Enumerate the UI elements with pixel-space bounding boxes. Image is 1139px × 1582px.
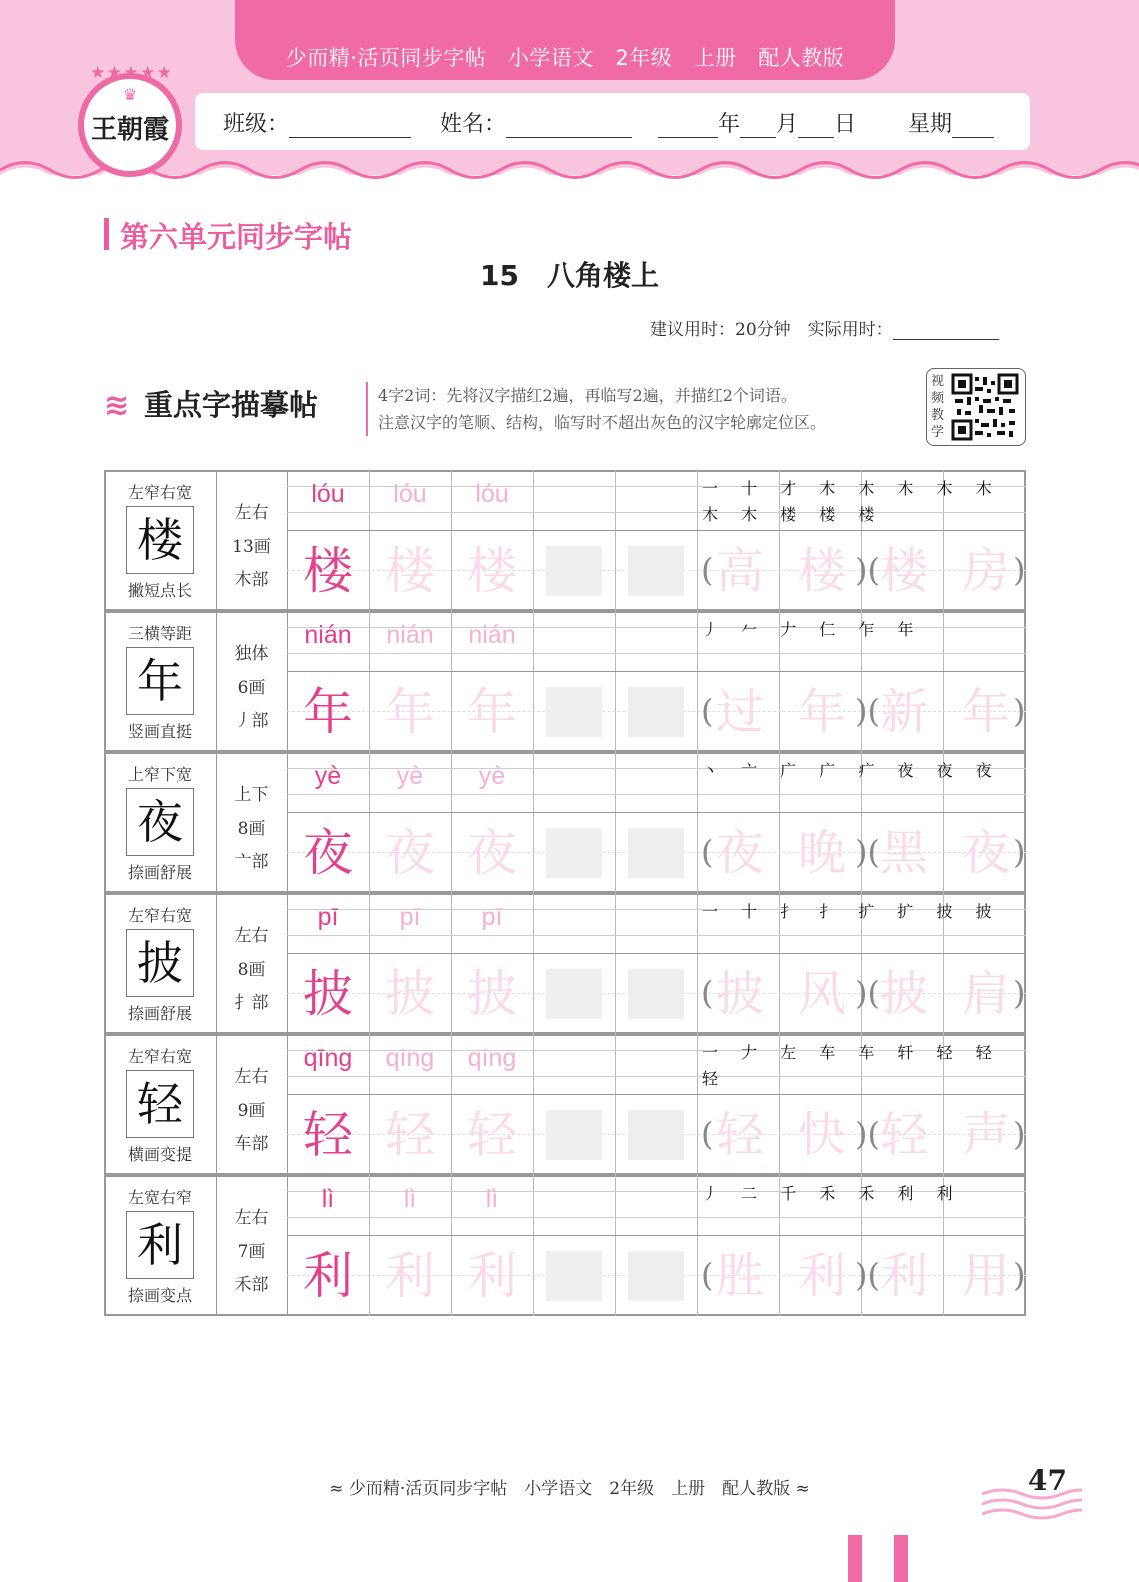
- structure-type: 左右: [234, 926, 269, 946]
- grid-line: [287, 812, 1026, 813]
- structure-type: 左右: [234, 503, 269, 523]
- actual-time-field[interactable]: [893, 317, 999, 340]
- brand-logo: [78, 63, 182, 177]
- pinyin: pī: [317, 903, 339, 931]
- copy-box[interactable]: [546, 1110, 602, 1160]
- char-info-cell: [216, 611, 288, 752]
- word-paren-close: )(: [855, 1256, 880, 1294]
- char-row: [104, 752, 1026, 893]
- pinyin-trace[interactable]: lì: [403, 1185, 417, 1213]
- word-paren-open: (: [701, 1115, 714, 1153]
- word-paren-close: )(: [855, 1115, 880, 1153]
- model-char: 轻: [126, 1070, 194, 1138]
- weekday-label: 星期: [908, 112, 953, 137]
- copy-box[interactable]: [546, 828, 602, 878]
- weekday-field[interactable]: [952, 115, 994, 138]
- structure-type: 独体: [234, 644, 269, 664]
- structure-type: 上下: [234, 785, 269, 805]
- stroke-order: 丿 二 千 禾 禾 利 利: [702, 1184, 962, 1203]
- model-char: 披: [126, 929, 194, 997]
- grid-line: [615, 893, 616, 1034]
- copy-box[interactable]: [546, 687, 602, 737]
- word-char-trace[interactable]: 年: [797, 684, 846, 740]
- structure-tip-bottom: 捺画变点: [127, 1286, 192, 1305]
- char-trace[interactable]: 年: [467, 683, 517, 741]
- pinyin-trace[interactable]: lóu: [393, 480, 427, 508]
- structure-type: 左右: [234, 1067, 269, 1087]
- grid-line: [697, 752, 698, 893]
- practice-table: [104, 470, 1026, 1316]
- word-paren-close: ): [1013, 833, 1026, 871]
- word-char-trace[interactable]: 房: [961, 543, 1010, 599]
- word-paren-close: )(: [855, 692, 880, 730]
- word-char-trace[interactable]: 新: [879, 684, 928, 740]
- series-title: 少而精·活页同步字帖 小学语文 2年级 上册 配人教版: [285, 46, 845, 70]
- writing-grid: [287, 893, 1026, 1034]
- model-char-cell: [104, 893, 217, 1034]
- grid-line: [697, 1034, 698, 1175]
- model-char-cell: [104, 752, 217, 893]
- char-example: 年: [303, 683, 353, 741]
- char-example: 披: [303, 965, 353, 1023]
- word-paren-close: ): [1013, 974, 1026, 1012]
- grid-line: [287, 653, 1026, 654]
- word-char-trace[interactable]: 轻: [879, 1107, 928, 1163]
- copy-box[interactable]: [628, 1251, 684, 1301]
- char-trace[interactable]: 年: [385, 683, 435, 741]
- word-char-trace[interactable]: 快: [797, 1107, 846, 1163]
- char-trace[interactable]: 楼: [385, 542, 435, 600]
- stroke-count: 8画: [237, 819, 266, 839]
- stroke-order: 一 十 扌 扌 扩 扩 披 披: [702, 902, 1001, 921]
- char-row: [104, 1034, 1026, 1175]
- structure-tip-top: 左窄右宽: [127, 906, 192, 925]
- page-edge-bar: [894, 1535, 908, 1582]
- qr-code-icon: [951, 373, 1019, 441]
- word-char-trace[interactable]: 肩: [961, 966, 1010, 1022]
- grid-line: [697, 611, 698, 752]
- char-trace[interactable]: 利: [385, 1247, 435, 1305]
- structure-tip-bottom: 竖画直挺: [127, 722, 192, 741]
- grid-line: [287, 1217, 1026, 1218]
- model-char: 夜: [126, 788, 194, 856]
- grid-line: [615, 470, 616, 611]
- instruction-line: 4字2词：先将汉字描红2遍，再临写2遍，并描红2个词语。: [378, 386, 797, 405]
- stroke-count: 13画: [232, 537, 271, 557]
- model-char-cell: [104, 611, 217, 752]
- page-number: 47: [1028, 1464, 1067, 1497]
- name-field[interactable]: [506, 115, 632, 138]
- unit-title-bar: [104, 218, 109, 250]
- writing-grid: [287, 1175, 1026, 1316]
- class-label: 班级：: [223, 112, 290, 137]
- char-info-cell: [216, 893, 288, 1034]
- writing-grid: [287, 470, 1026, 611]
- stroke-count: 7画: [237, 1242, 266, 1262]
- char-example: 轻: [303, 1106, 353, 1164]
- grid-line: [533, 611, 534, 752]
- grid-line: [697, 470, 698, 611]
- word-paren-close: ): [1013, 692, 1026, 730]
- word-paren-close: )(: [855, 551, 880, 589]
- grid-line: [287, 1094, 1026, 1095]
- char-trace[interactable]: 披: [385, 965, 435, 1023]
- stroke-order: 丶 亠 广 广 疒 夜 夜 夜: [702, 761, 1001, 780]
- word-char-trace[interactable]: 胜: [715, 1248, 764, 1304]
- word-char-trace[interactable]: 过: [715, 684, 764, 740]
- word-paren-close: ): [1013, 551, 1026, 589]
- radical: 亠部: [234, 852, 269, 872]
- char-row: [104, 470, 1026, 611]
- grid-line: [697, 1175, 698, 1316]
- char-trace[interactable]: 披: [467, 965, 517, 1023]
- pinyin-trace[interactable]: pī: [481, 903, 503, 931]
- copy-box[interactable]: [628, 828, 684, 878]
- grid-line: [533, 470, 534, 611]
- char-info-cell: [216, 752, 288, 893]
- model-char: 利: [126, 1211, 194, 1279]
- section-instructions: [366, 382, 930, 436]
- char-example: 楼: [303, 542, 353, 600]
- word-paren-open: (: [701, 692, 714, 730]
- structure-type: 左右: [234, 1208, 269, 1228]
- model-char-cell: [104, 1034, 217, 1175]
- word-char-trace[interactable]: 夜: [961, 825, 1010, 881]
- pinyin: nián: [304, 621, 352, 649]
- copy-box[interactable]: [628, 1110, 684, 1160]
- model-char: 楼: [126, 506, 194, 574]
- copy-box[interactable]: [628, 969, 684, 1019]
- grid-line: [533, 893, 534, 1034]
- grid-line: [615, 1034, 616, 1175]
- structure-tip-bottom: 撇短点长: [127, 581, 192, 600]
- writing-grid: [287, 1034, 1026, 1175]
- pinyin: lóu: [311, 480, 345, 508]
- stroke-order: 一 十 才 木 木 木 木 木 木 木 楼 楼 楼: [702, 479, 1001, 524]
- char-trace[interactable]: 楼: [467, 542, 517, 600]
- char-example: 夜: [303, 824, 353, 882]
- structure-tip-bottom: 捺画舒展: [127, 1004, 192, 1023]
- crown-icon: ♛: [122, 85, 138, 104]
- word-char-trace[interactable]: 楼: [879, 543, 928, 599]
- word-paren-open: (: [701, 551, 714, 589]
- char-trace[interactable]: 轻: [467, 1106, 517, 1164]
- word-char-trace[interactable]: 声: [961, 1107, 1010, 1163]
- word-char-trace[interactable]: 年: [961, 684, 1010, 740]
- page-edge-bar: [848, 1535, 862, 1582]
- month-label: 月: [776, 112, 799, 137]
- word-paren-open: (: [701, 974, 714, 1012]
- stroke-order: 一 𠂇 左 车 车 轩 轻 轻 轻: [702, 1043, 1001, 1088]
- pinyin-trace[interactable]: pī: [399, 903, 421, 931]
- pinyin-trace[interactable]: yè: [396, 762, 424, 790]
- char-trace[interactable]: 夜: [385, 824, 435, 882]
- stroke-count: 8画: [237, 960, 266, 980]
- qr-label: 视频教学: [931, 374, 945, 440]
- word-paren-close: )(: [855, 833, 880, 871]
- year-field[interactable]: [658, 115, 718, 138]
- char-example: 利: [303, 1247, 353, 1305]
- char-trace[interactable]: 夜: [467, 824, 517, 882]
- word-char-trace[interactable]: 黑: [879, 825, 928, 881]
- pinyin: yè: [314, 762, 342, 790]
- char-info-cell: [216, 470, 288, 611]
- pinyin: lì: [321, 1185, 335, 1213]
- grid-line: [615, 1175, 616, 1316]
- word-char-trace[interactable]: 轻: [715, 1107, 764, 1163]
- char-row: [104, 893, 1026, 1034]
- class-field[interactable]: [289, 115, 411, 138]
- grid-line: [615, 611, 616, 752]
- word-char-trace[interactable]: 夜: [715, 825, 764, 881]
- char-info-cell: [216, 1034, 288, 1175]
- copy-box[interactable]: [546, 1251, 602, 1301]
- word-paren-close: ): [1013, 1256, 1026, 1294]
- pinyin-trace[interactable]: qīng: [467, 1044, 517, 1072]
- year-label: 年: [718, 112, 741, 137]
- footer-text: ≈ 少而精·活页同步字帖 小学语文 2年级 上册 配人教版 ≈: [329, 1479, 810, 1499]
- day-field[interactable]: [798, 115, 834, 138]
- copy-box[interactable]: [628, 546, 684, 596]
- pinyin-trace[interactable]: lì: [485, 1185, 499, 1213]
- word-char-trace[interactable]: 披: [715, 966, 764, 1022]
- writing-grid: [287, 752, 1026, 893]
- word-paren-open: (: [701, 1256, 714, 1294]
- time-row: [650, 315, 999, 340]
- writing-grid: [287, 611, 1026, 752]
- pinyin-trace[interactable]: yè: [478, 762, 506, 790]
- grid-line: [287, 953, 1026, 954]
- word-paren-close: ): [1013, 1115, 1026, 1153]
- structure-tip-top: 上窄下宽: [127, 765, 192, 784]
- word-char-trace[interactable]: 高: [715, 543, 764, 599]
- word-char-trace[interactable]: 晚: [797, 825, 846, 881]
- word-char-trace[interactable]: 利: [879, 1248, 928, 1304]
- grid-line: [287, 935, 1026, 936]
- logo-name: 王朝霞: [90, 115, 169, 145]
- model-char-cell: [104, 470, 217, 611]
- copy-box[interactable]: [546, 546, 602, 596]
- word-char-trace[interactable]: 用: [961, 1248, 1010, 1304]
- radical: 车部: [234, 1134, 269, 1154]
- word-paren-open: (: [701, 833, 714, 871]
- grid-line: [615, 752, 616, 893]
- grid-line: [287, 671, 1026, 672]
- stroke-count: 6画: [237, 678, 266, 698]
- student-info-bar: [195, 93, 1030, 150]
- word-char-trace[interactable]: 披: [879, 966, 928, 1022]
- model-char-cell: [104, 1175, 217, 1316]
- char-trace[interactable]: 利: [467, 1247, 517, 1305]
- grid-line: [533, 1034, 534, 1175]
- name-label: 姓名：: [440, 112, 507, 137]
- wave-icon: ≋: [104, 388, 130, 423]
- pinyin: qīng: [303, 1044, 353, 1072]
- radical: 扌部: [234, 993, 269, 1013]
- unit-title: 第六单元同步字帖: [120, 220, 353, 254]
- structure-tip-bottom: 捺画舒展: [127, 863, 192, 882]
- time-text: 建议用时：20分钟 实际用时：: [650, 320, 893, 340]
- grid-line: [287, 1235, 1026, 1236]
- word-paren-close: )(: [855, 974, 880, 1012]
- month-field[interactable]: [740, 115, 776, 138]
- grid-line: [533, 1175, 534, 1316]
- pinyin-trace[interactable]: nián: [386, 621, 434, 649]
- video-qr-box[interactable]: [926, 368, 1026, 446]
- lesson-title: 15 八角楼上: [480, 259, 659, 292]
- section-title: 重点字描摹帖: [144, 388, 319, 422]
- day-label: 日: [834, 112, 857, 137]
- radical: 丿部: [234, 711, 269, 731]
- copy-box[interactable]: [628, 687, 684, 737]
- radical: 木部: [234, 570, 269, 590]
- structure-tip-bottom: 横画变提: [127, 1145, 192, 1164]
- structure-tip-top: 三横等距: [127, 624, 192, 643]
- grid-line: [287, 530, 1026, 531]
- char-info-cell: [216, 1175, 288, 1316]
- word-char-trace[interactable]: 风: [797, 966, 846, 1022]
- pinyin-trace[interactable]: nián: [468, 621, 516, 649]
- pinyin-trace[interactable]: lóu: [475, 480, 509, 508]
- word-char-trace[interactable]: 利: [797, 1248, 846, 1304]
- radical: 禾部: [234, 1275, 269, 1295]
- pinyin-trace[interactable]: qīng: [385, 1044, 435, 1072]
- word-char-trace[interactable]: 楼: [797, 543, 846, 599]
- grid-line: [697, 893, 698, 1034]
- char-row: [104, 611, 1026, 752]
- char-trace[interactable]: 轻: [385, 1106, 435, 1164]
- char-row: [104, 1175, 1026, 1316]
- structure-tip-top: 左窄右宽: [127, 1047, 192, 1066]
- star-icon: ★ ★ ★ ★ ★: [90, 63, 170, 83]
- grid-line: [533, 752, 534, 893]
- series-title-tab: [235, 0, 895, 80]
- grid-line: [287, 794, 1026, 795]
- model-char: 年: [126, 647, 194, 715]
- instruction-line: 注意汉字的笔顺、结构，临写时不超出灰色的汉字轮廓定位区。: [378, 413, 827, 432]
- stroke-order: 丿 𠂉 𠂇 仁 乍 年: [702, 620, 923, 639]
- copy-box[interactable]: [546, 969, 602, 1019]
- stroke-count: 9画: [237, 1101, 266, 1121]
- structure-tip-top: 左窄右宽: [127, 483, 192, 502]
- structure-tip-top: 左宽右窄: [127, 1188, 192, 1207]
